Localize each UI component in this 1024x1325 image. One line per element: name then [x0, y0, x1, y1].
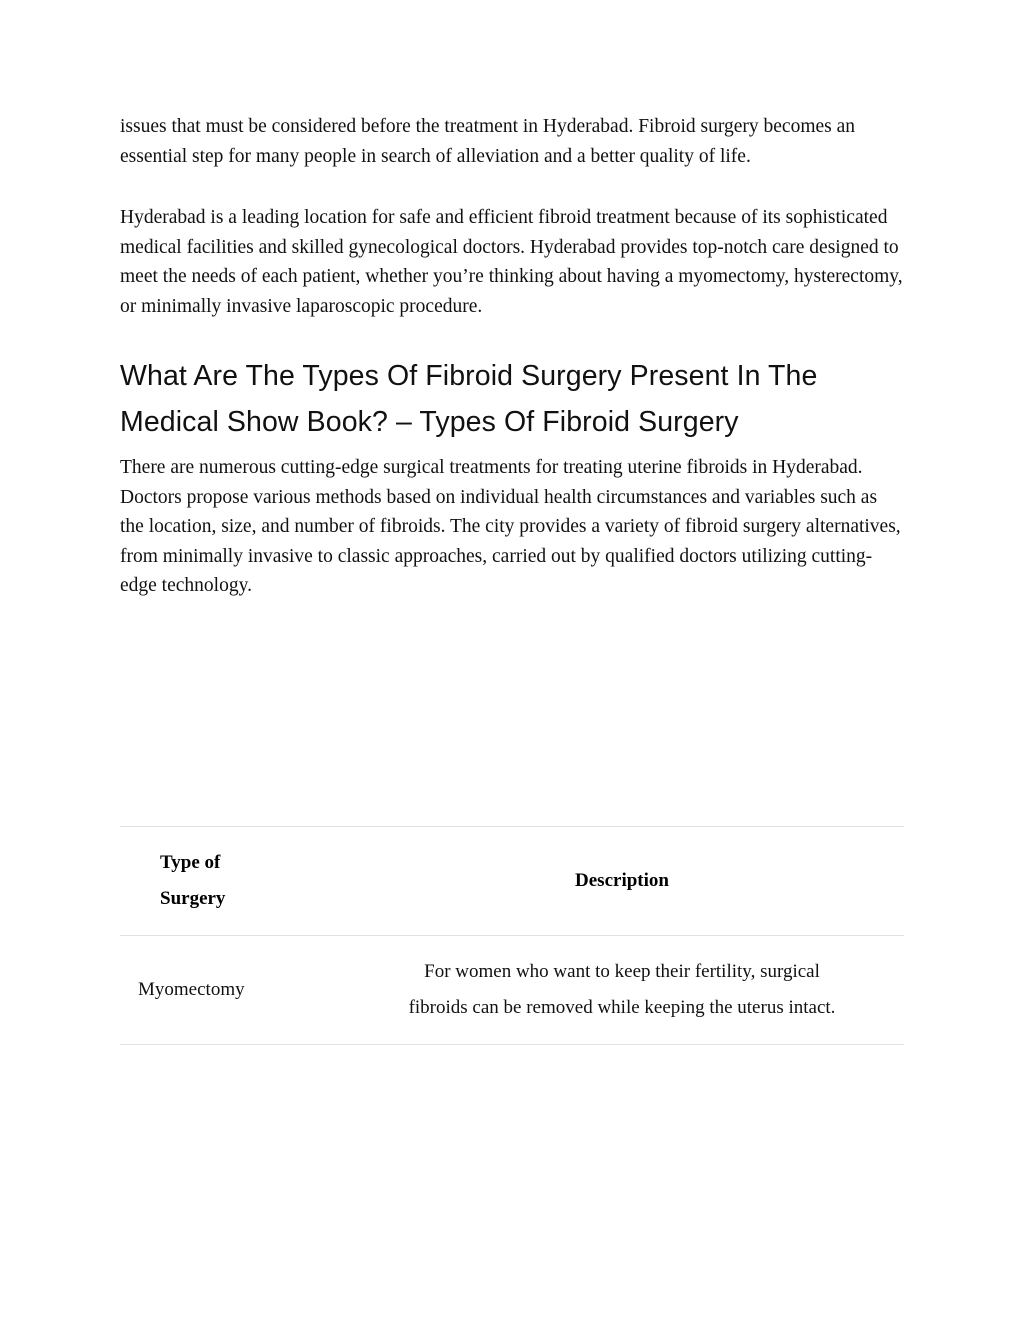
column-header-type — [120, 827, 340, 936]
table-header-row — [120, 827, 904, 936]
document-body — [120, 112, 904, 601]
column-header-description: Description — [340, 827, 904, 936]
page-title: What Are The Types Of Fibroid Surgery Present In The Medical Show Book? – Types Of Fibroid Surgery — [120, 360, 818, 438]
table-row — [120, 936, 904, 1045]
cell-surgery-description-line2: fibroids can be removed while keeping the uterus intact. — [408, 997, 836, 1018]
cell-surgery-type: Myomectomy — [120, 936, 340, 1045]
surgery-types-table — [120, 826, 904, 1045]
column-header-type-line1: Type of — [160, 852, 221, 873]
cell-surgery-description-line1: For women who want to keep their fertility, surgical — [424, 961, 820, 982]
paragraph-3: There are numerous cutting-edge surgical treatments for treating uterine fibroids in Hyderabad. Doctors propose various methods based on individual health circumstances and variables such as the location, size, and number of fibroids. The city provides a variety of fibroid surgery alternatives, from minimally invasive to classic approaches, carried out by qualified doctors utilizing cutting-edge technology. — [120, 457, 901, 596]
table-head — [120, 827, 904, 936]
cell-surgery-description — [340, 936, 904, 1045]
paragraph-1: issues that must be considered before the treatment in Hyderabad. Fibroid surgery becomes an essential step for many people in search of alleviation and a better quality of life. — [120, 116, 856, 167]
table-body — [120, 936, 904, 1045]
paragraph-2: Hyderabad is a leading location for safe and efficient fibroid treatment because of its sophisticated medical facilities and skilled gynecological doctors. Hyderabad provides top-notch care designed to meet the needs of each patient, whether you’re thinking about having a myomectomy, hysterectomy, or minimally invasive laparoscopic procedure. — [120, 207, 903, 317]
column-header-type-line2: Surgery — [160, 888, 226, 909]
